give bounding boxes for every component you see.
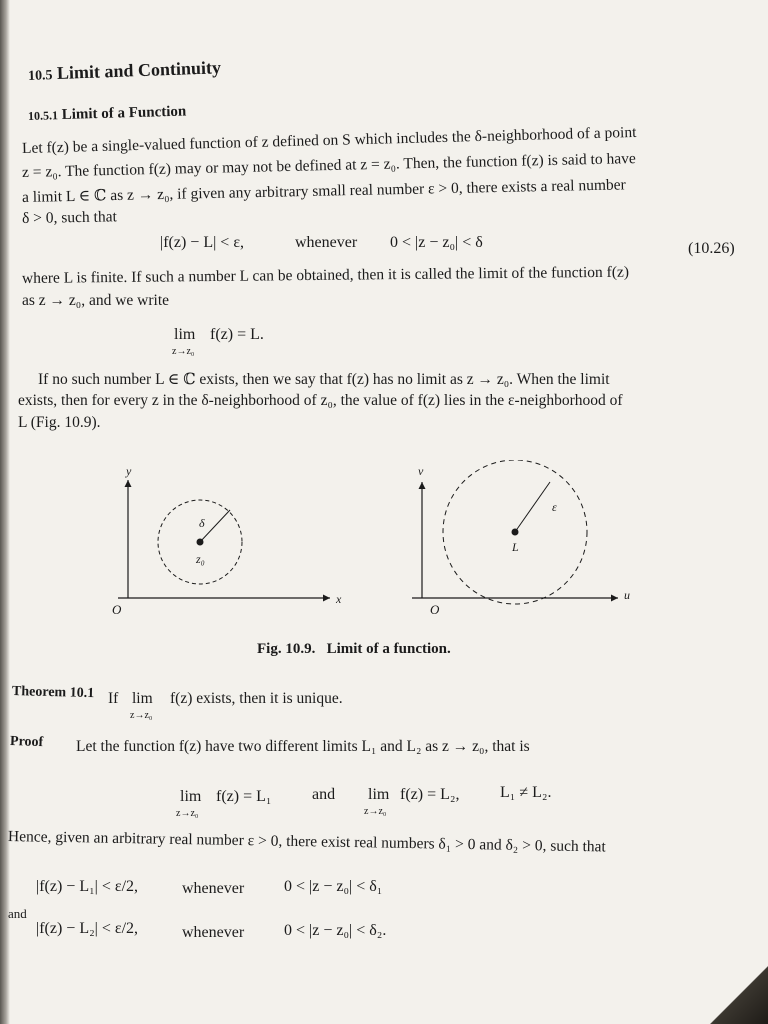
delta-label: δ [199,516,205,530]
equation-lhs: |f(z) − L₁| < ε/2, [36,878,139,895]
theorem-label: Theorem 10.1 [11,684,95,702]
page-binding-edge [0,0,10,1024]
z0-label: z₀ [196,552,205,566]
theorem-text-pre: If [108,690,119,707]
figure-caption [257,641,451,658]
proof-label: Proof [9,734,44,751]
and-word: and [312,786,336,803]
and-word: and [8,906,27,921]
equation-word: whenever [182,880,245,897]
equation-lhs: |f(z) − L₂| < ε/2, [36,920,139,937]
theorem-lim-subscript: z→z₀ [130,710,153,721]
text-line: exists, then for every z in the δ-neighborhood of z₀, the value of f(z) lies in the ε-neighborhood of [18,392,623,409]
text-line: Hence, given an arbitrary real number ε > 0, there exist real numbers δ₁ > 0 and δ₂ > 0, such that [7,828,606,856]
left-origin-label: O [112,602,122,617]
text-line: L (Fig. 10.9). [18,414,101,431]
L-point [512,529,519,536]
equation-rhs: 0 < |z − z₀| < δ₂. [284,922,387,939]
theorem-text-post: f(z) exists, then it is unique. [170,690,343,707]
equation-number: (10.26) [688,240,735,257]
epsilon-label: ε [552,500,557,514]
text-line: z = z₀. The function f(z) may or may not be defined at z = z₀. Then, the function f(z) is said to have [21,150,636,181]
right-u-label: u [624,588,630,602]
theorem-lim: lim [132,690,153,707]
subsection-number: 10.5.1 [27,108,59,123]
limits-not-equal: L₁ ≠ L₂. [500,784,552,801]
lim-operator-2: lim [368,786,390,803]
equation-word: whenever [182,924,245,941]
L-label: L [512,540,519,554]
lim-expression-1: f(z) = L₁ [216,788,272,805]
lim-operator-1: lim [180,788,202,805]
subsection-heading [28,104,187,125]
caption-text: Limit of a function. [326,641,451,657]
caption-number: Fig. 10.9. [257,641,316,657]
page-corner-shadow [708,954,768,1024]
lim-subscript-2: z→z₀ [364,806,387,817]
z0-point [197,539,204,546]
epsilon-radius [515,482,550,532]
section-number: 10.5 [27,68,53,84]
equation-rhs: 0 < |z − z₀| < δ₁ [284,878,383,895]
text-line: as z → z₀, and we write [22,292,170,309]
lim-subscript-1: z→z₀ [176,808,199,819]
equation-rhs: 0 < |z − z₀| < δ [390,234,483,251]
text-line: If no such number L ∈ ℂ exists, then we say that f(z) has no limit as z → z₀. When the limit [38,371,610,388]
section-heading [28,57,222,85]
lim-expression-2: f(z) = L₂, [400,786,460,803]
left-x-label: x [336,592,342,606]
equation-lhs: |f(z) − L| < ε, [160,234,245,251]
lim-expression: f(z) = L. [210,326,264,343]
figure-10-9 [100,460,660,630]
lim-operator: lim [174,326,196,343]
text-line: where L is finite. If such a number L can be obtained, then it is called the limit of the function f(z) [21,263,630,287]
right-origin-label: O [430,602,440,617]
equation-word: whenever [295,234,358,251]
subsection-title: Limit of a Function [61,103,187,124]
right-v-label: v [418,464,424,478]
lim-subscript: z→z₀ [172,346,195,357]
text-line: Let f(z) be a single-valued function of z defined on S which includes the δ-neighborhood of a point [21,123,637,157]
section-title: Limit and Continuity [56,57,222,83]
proof-text-line: Let the function f(z) have two different limits L₁ and L₂ as z → z₀, that is [76,738,530,755]
figure-diagram [100,460,660,630]
text-line: δ > 0, such that [21,208,117,227]
text-line: a limit L ∈ ℂ as z → z₀, if given any arbitrary small real number ε > 0, there exists a real number [21,176,626,206]
left-y-label: y [126,464,132,478]
